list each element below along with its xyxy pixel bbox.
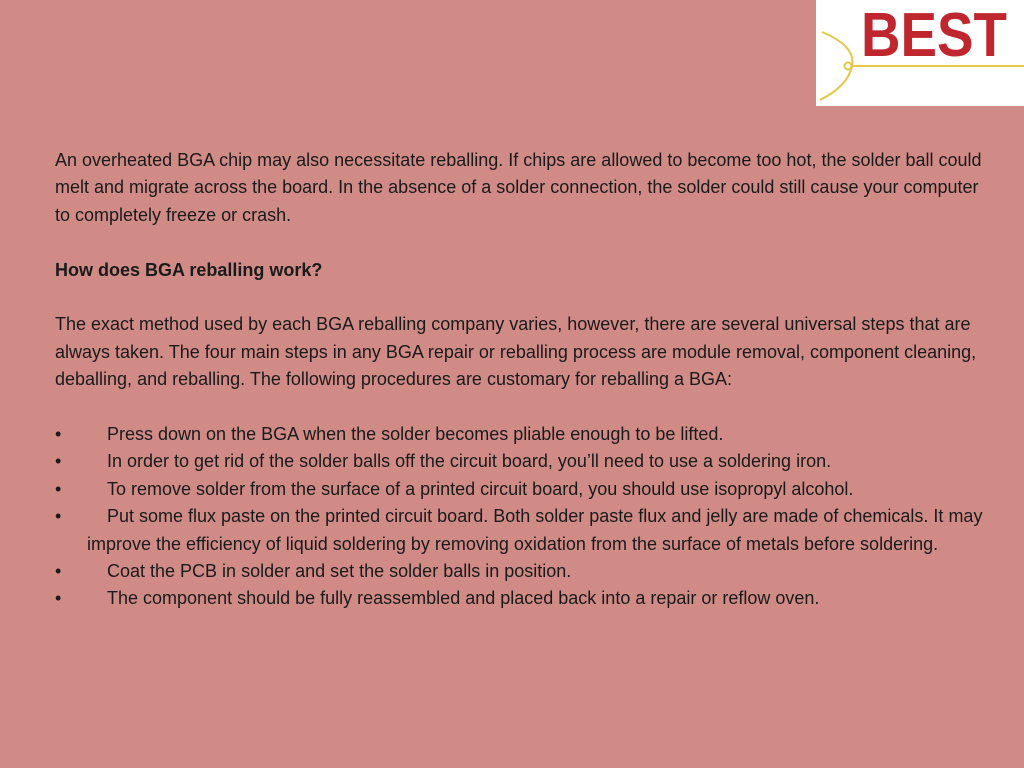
list-item (55, 476, 985, 503)
step-text: To remove solder from the surface of a printed circuit board, you should use isopropyl alcohol. (107, 478, 854, 499)
list-item (55, 558, 985, 585)
spacer (55, 284, 985, 311)
spacer (55, 229, 985, 256)
spacer (55, 394, 985, 421)
list-item (55, 421, 985, 448)
list-item (55, 503, 985, 558)
step-text: In order to get rid of the solder balls off the circuit board, you’ll need to use a soldering iron. (107, 451, 832, 472)
list-item (55, 448, 985, 475)
logo-node-dot (845, 63, 852, 70)
bullet-icon: • (55, 506, 62, 527)
bullet-icon: • (55, 451, 62, 472)
intro-paragraph: An overheated BGA chip may also necessitate reballing. If chips are allowed to become too hot, the solder ball could melt and migrate across the board. In the absence of a solder connection, the solder could still cause your computer to completely freeze or crash. (55, 150, 982, 225)
bullet-icon: • (55, 424, 62, 445)
logo-text: BEST (861, 1, 1008, 70)
step-text: Press down on the BGA when the solder becomes pliable enough to be lifted. (107, 424, 724, 445)
article-body (55, 147, 985, 613)
steps-list (55, 421, 985, 613)
best-logo-graphic (816, 0, 1024, 106)
step-text: Put some flux paste on the printed circuit board. Both solder paste flux and jelly are made of chemicals. It may improve the efficiency of liquid soldering by removing oxidation from the surface of metals before soldering. (87, 506, 983, 554)
step-text: The component should be fully reassembled and placed back into a repair or reflow oven. (107, 588, 820, 609)
list-item (55, 585, 985, 612)
step-text: Coat the PCB in solder and set the solder balls in position. (107, 561, 572, 582)
method-paragraph: The exact method used by each BGA reballing company varies, however, there are several universal steps that are always taken. The four main steps in any BGA repair or reballing process are module removal, component cleaning, deballing, and reballing. The following procedures are customary for reballing a BGA: (55, 314, 977, 390)
bullet-icon: • (55, 588, 62, 609)
company-logo (816, 0, 1024, 106)
bullet-icon: • (55, 561, 62, 582)
bullet-icon: • (55, 478, 62, 499)
section-heading: How does BGA reballing work? (55, 259, 323, 280)
